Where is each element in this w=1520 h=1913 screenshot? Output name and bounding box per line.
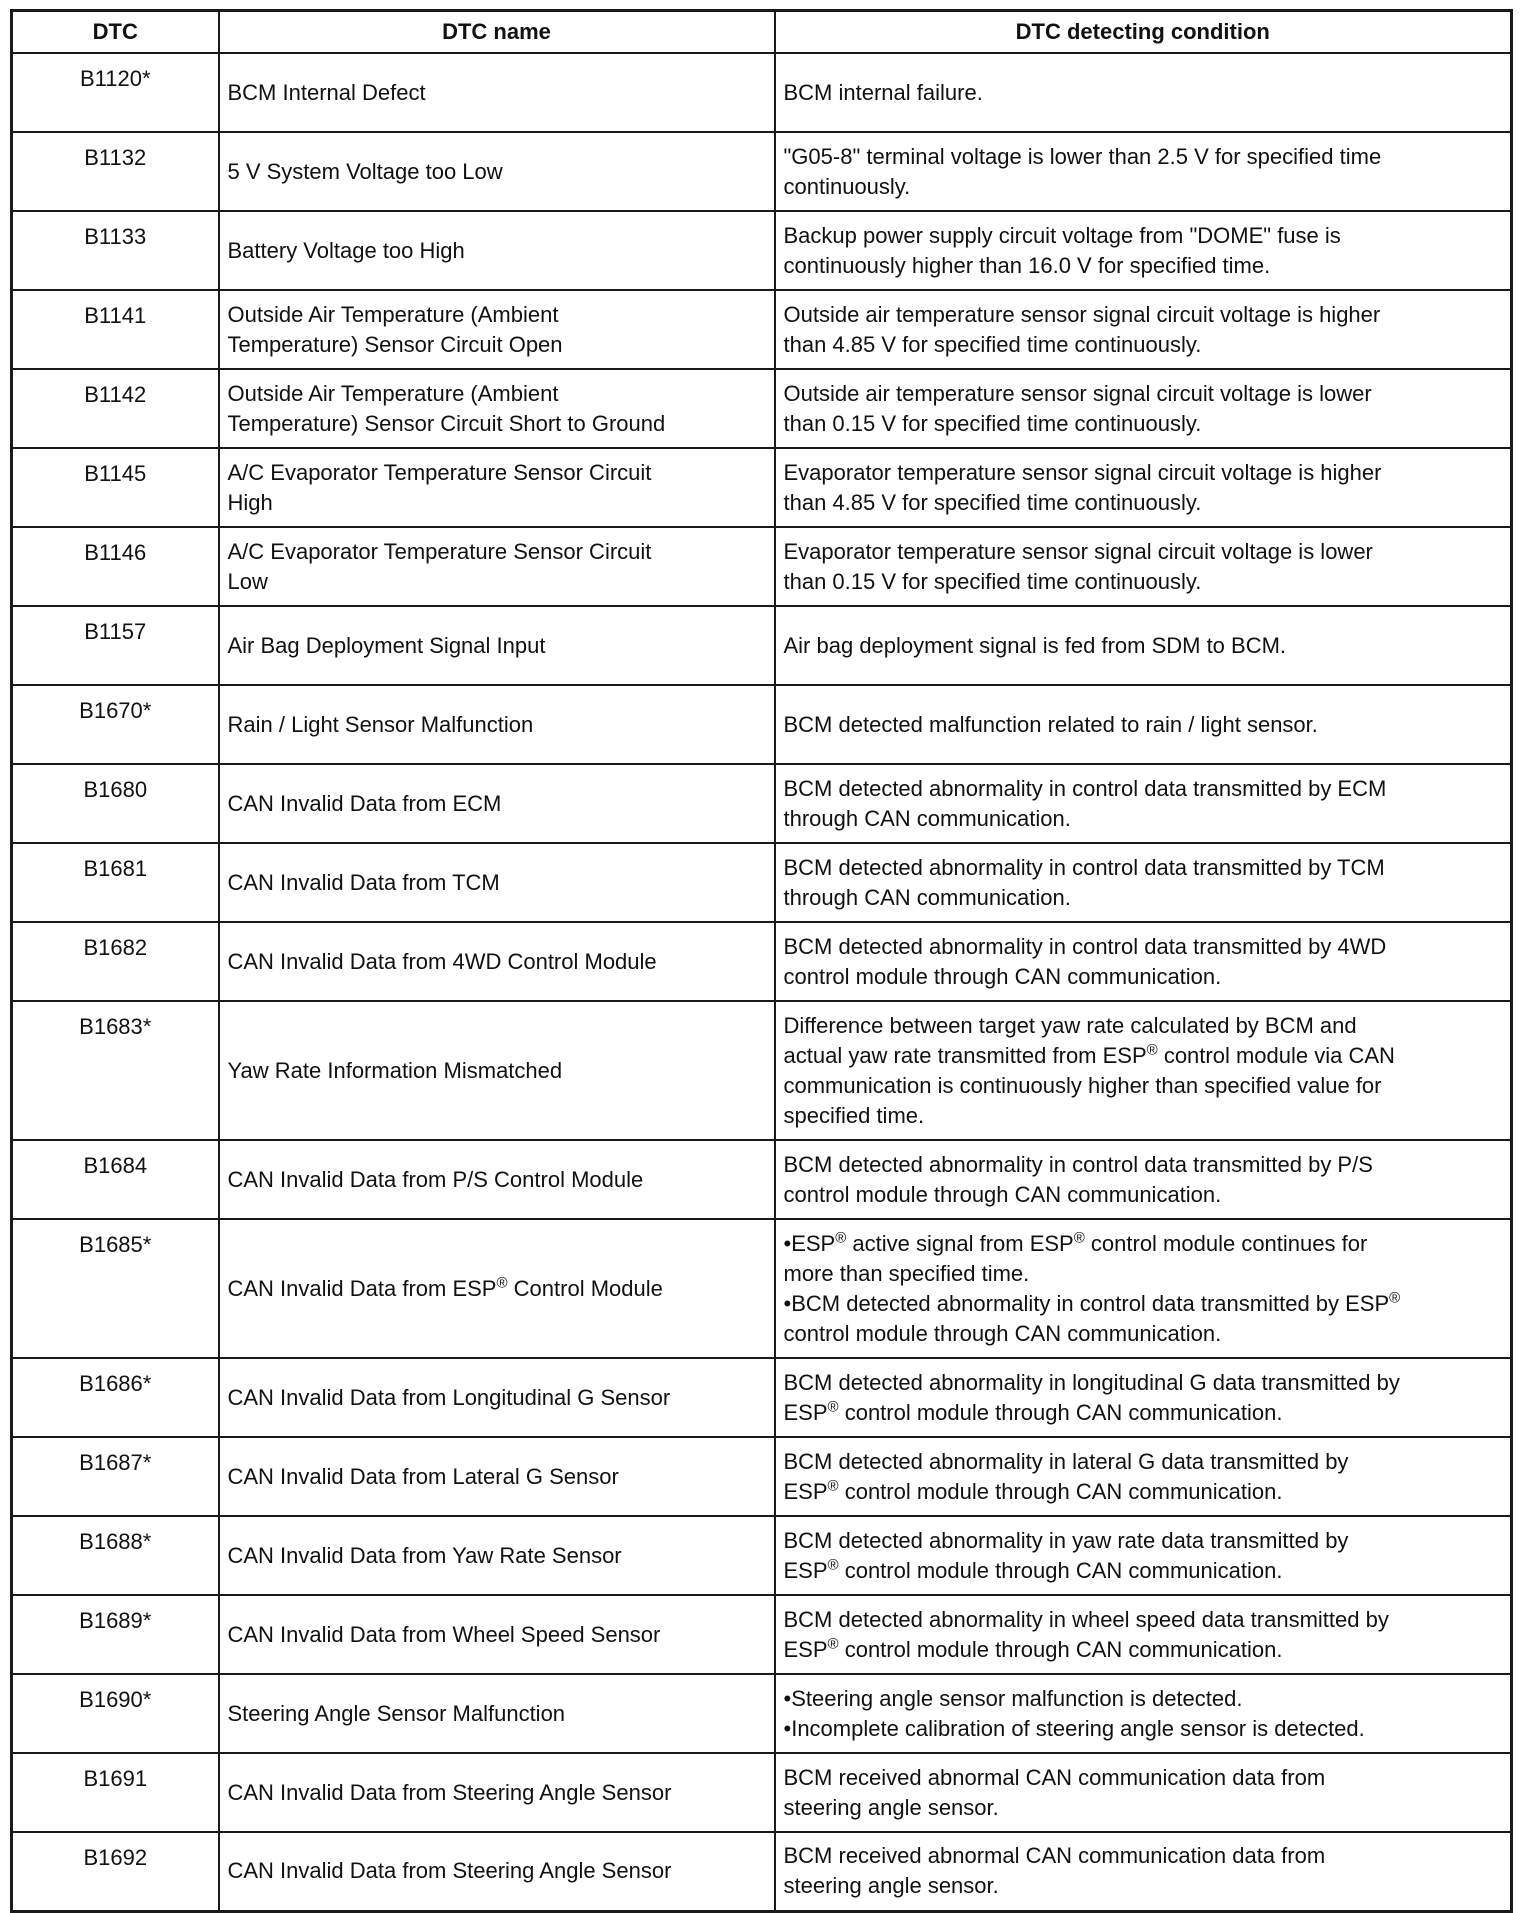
condition-line: continuously higher than 16.0 V for specified time. [783,252,1271,278]
condition-line: actual yaw rate transmitted from ESP® control module via CAN [783,1041,1395,1068]
condition-line: than 0.15 V for specified time continuously. [783,568,1202,594]
condition-line: BCM detected abnormality in control data transmitted by 4WD [783,933,1387,959]
dtc-name [219,448,775,527]
table-row [12,53,1512,132]
dtc-name [219,1358,775,1437]
dtc-detecting-condition [775,1140,1512,1219]
dtc-detecting-condition [775,132,1512,211]
dtc-name [219,685,775,764]
condition-line: through CAN communication. [783,884,1071,910]
dtc-name [219,606,775,685]
dtc-detecting-condition [775,1219,1512,1358]
dtc-code: B1682 [12,922,219,1001]
dtc-detecting-condition [775,448,1512,527]
dtc-name-line: Yaw Rate Information Mismatched [227,1057,563,1083]
condition-line: BCM detected abnormality in control data transmitted by P/S [783,1151,1373,1177]
dtc-detecting-condition [775,764,1512,843]
condition-line: than 4.85 V for specified time continuously. [783,331,1202,357]
dtc-code: B1692 [12,1832,219,1911]
condition-line: steering angle sensor. [783,1794,999,1820]
condition-line: control module through CAN communication. [783,1181,1222,1207]
dtc-code: B1142 [12,369,219,448]
condition-line: BCM internal failure. [783,79,983,105]
dtc-name-line: A/C Evaporator Temperature Sensor Circuit [227,538,652,564]
dtc-name-line: CAN Invalid Data from Yaw Rate Sensor [227,1542,622,1568]
condition-line: Backup power supply circuit voltage from "DOME" fuse is [783,222,1341,248]
dtc-detecting-condition [775,1753,1512,1832]
table-row [12,764,1512,843]
condition-line: through CAN communication. [783,805,1071,831]
table-row [12,843,1512,922]
table-row [12,922,1512,1001]
condition-line: BCM detected abnormality in control data transmitted by ECM [783,775,1387,801]
dtc-name-line: CAN Invalid Data from ECM [227,790,502,816]
dtc-name-line: BCM Internal Defect [227,79,426,105]
dtc-code: B1683* [12,1001,219,1140]
dtc-code: B1120* [12,53,219,132]
table-row [12,1832,1512,1911]
dtc-name-line: CAN Invalid Data from Wheel Speed Sensor [227,1621,661,1647]
dtc-code: B1680 [12,764,219,843]
dtc-name [219,211,775,290]
dtc-name-line: CAN Invalid Data from Steering Angle Sensor [227,1858,672,1884]
condition-line: ESP® control module through CAN communication. [783,1635,1283,1662]
condition-line: Difference between target yaw rate calculated by BCM and [783,1012,1357,1038]
header-dtc-name: DTC name [219,11,775,54]
condition-line: ESP® control module through CAN communication. [783,1556,1283,1583]
table-row [12,290,1512,369]
dtc-name-line: Rain / Light Sensor Malfunction [227,711,534,737]
dtc-name [219,1219,775,1358]
condition-line: BCM received abnormal CAN communication data from [783,1764,1326,1790]
dtc-name [219,1516,775,1595]
dtc-detecting-condition [775,290,1512,369]
dtc-code: B1670* [12,685,219,764]
header-dtc: DTC [12,11,219,54]
condition-line: Evaporator temperature sensor signal circuit voltage is higher [783,459,1382,485]
dtc-code: B1690* [12,1674,219,1753]
table-row [12,1516,1512,1595]
dtc-detecting-condition [775,1516,1512,1595]
dtc-code: B1686* [12,1358,219,1437]
dtc-detecting-condition [775,843,1512,922]
table-row [12,1140,1512,1219]
dtc-name-line: Steering Angle Sensor Malfunction [227,1700,566,1726]
condition-line: Air bag deployment signal is fed from SDM to BCM. [783,632,1287,658]
dtc-table [10,9,1513,1913]
dtc-code: B1684 [12,1140,219,1219]
dtc-name-line: CAN Invalid Data from Steering Angle Sensor [227,1779,672,1805]
dtc-table-body [12,53,1512,1911]
dtc-detecting-condition [775,1001,1512,1140]
table-row [12,448,1512,527]
dtc-detecting-condition [775,1437,1512,1516]
condition-line: control module through CAN communication. [783,1320,1222,1346]
table-row [12,1595,1512,1674]
dtc-name [219,1674,775,1753]
dtc-detecting-condition [775,1358,1512,1437]
dtc-name-line: CAN Invalid Data from 4WD Control Module [227,948,657,974]
dtc-detecting-condition [775,922,1512,1001]
condition-line: ESP® control module through CAN communication. [783,1477,1283,1504]
dtc-name-line: Low [227,568,268,594]
dtc-code: B1146 [12,527,219,606]
dtc-name-line: CAN Invalid Data from P/S Control Module [227,1166,644,1192]
dtc-name [219,290,775,369]
dtc-code: B1691 [12,1753,219,1832]
dtc-name-line: Outside Air Temperature (Ambient [227,380,559,406]
condition-line: BCM detected abnormality in control data transmitted by TCM [783,854,1385,880]
condition-line: •BCM detected abnormality in control data transmitted by ESP® [783,1289,1401,1316]
dtc-code: B1157 [12,606,219,685]
dtc-name [219,53,775,132]
condition-line: Outside air temperature sensor signal circuit voltage is higher [783,301,1381,327]
dtc-detecting-condition [775,53,1512,132]
table-row [12,132,1512,211]
table-row [12,1358,1512,1437]
table-row [12,685,1512,764]
condition-line: BCM detected abnormality in longitudinal G data transmitted by [783,1369,1400,1395]
table-row [12,1001,1512,1140]
table-row [12,606,1512,685]
dtc-name [219,1140,775,1219]
dtc-table-sheet [10,9,1510,1913]
condition-line: specified time. [783,1102,925,1128]
table-row [12,1437,1512,1516]
table-row [12,1219,1512,1358]
condition-line: •Incomplete calibration of steering angle sensor is detected. [783,1715,1365,1741]
dtc-code: B1687* [12,1437,219,1516]
dtc-code: B1141 [12,290,219,369]
dtc-name [219,1595,775,1674]
condition-line: BCM detected abnormality in wheel speed data transmitted by [783,1606,1389,1632]
condition-line: than 0.15 V for specified time continuously. [783,410,1202,436]
dtc-name-line: High [227,489,273,515]
dtc-code: B1688* [12,1516,219,1595]
header-row [12,11,1512,54]
dtc-code: B1132 [12,132,219,211]
condition-line: Evaporator temperature sensor signal circuit voltage is lower [783,538,1373,564]
condition-line: communication is continuously higher than specified value for [783,1072,1382,1098]
dtc-name-line: Outside Air Temperature (Ambient [227,301,559,327]
table-row [12,527,1512,606]
condition-line: steering angle sensor. [783,1873,999,1899]
dtc-name-line: CAN Invalid Data from Longitudinal G Sensor [227,1384,671,1410]
dtc-name [219,764,775,843]
dtc-name [219,369,775,448]
header-detecting-condition: DTC detecting condition [775,11,1512,54]
dtc-code: B1681 [12,843,219,922]
dtc-detecting-condition [775,1595,1512,1674]
dtc-detecting-condition [775,369,1512,448]
condition-line: Outside air temperature sensor signal circuit voltage is lower [783,380,1372,406]
condition-line: more than specified time. [783,1260,1030,1286]
dtc-detecting-condition [775,1674,1512,1753]
dtc-code: B1685* [12,1219,219,1358]
dtc-name-line: Battery Voltage too High [227,237,465,263]
dtc-detecting-condition [775,211,1512,290]
dtc-name-line: Temperature) Sensor Circuit Short to Ground [227,410,666,436]
dtc-detecting-condition [775,527,1512,606]
dtc-name [219,1437,775,1516]
condition-line: BCM received abnormal CAN communication data from [783,1843,1326,1869]
dtc-detecting-condition [775,606,1512,685]
table-row [12,1674,1512,1753]
dtc-name [219,922,775,1001]
dtc-name-line: Temperature) Sensor Circuit Open [227,331,563,357]
condition-line: BCM detected malfunction related to rain / light sensor. [783,711,1318,737]
dtc-name-line: CAN Invalid Data from ESP® Control Module [227,1274,663,1301]
condition-line: than 4.85 V for specified time continuously. [783,489,1202,515]
dtc-name [219,132,775,211]
dtc-name-line: 5 V System Voltage too Low [227,158,503,184]
dtc-name [219,1832,775,1911]
condition-line: control module through CAN communication. [783,963,1222,989]
condition-line: "G05-8" terminal voltage is lower than 2.5 V for specified time [783,143,1382,169]
condition-line: BCM detected abnormality in yaw rate data transmitted by [783,1527,1349,1553]
dtc-name [219,843,775,922]
dtc-name [219,1001,775,1140]
dtc-name-line: Air Bag Deployment Signal Input [227,632,546,658]
condition-line: continuously. [783,173,911,199]
dtc-detecting-condition [775,1832,1512,1911]
condition-line: •Steering angle sensor malfunction is detected. [783,1685,1243,1711]
condition-line: •ESP® active signal from ESP® control module continues for [783,1229,1368,1256]
table-row [12,211,1512,290]
condition-line: ESP® control module through CAN communication. [783,1398,1283,1425]
dtc-code: B1145 [12,448,219,527]
dtc-name [219,1753,775,1832]
dtc-name-line: CAN Invalid Data from Lateral G Sensor [227,1463,619,1489]
table-row [12,369,1512,448]
table-row [12,1753,1512,1832]
dtc-code: B1689* [12,1595,219,1674]
dtc-name-line: CAN Invalid Data from TCM [227,869,500,895]
dtc-name-line: A/C Evaporator Temperature Sensor Circuit [227,459,652,485]
dtc-name [219,527,775,606]
condition-line: BCM detected abnormality in lateral G data transmitted by [783,1448,1349,1474]
dtc-detecting-condition [775,685,1512,764]
dtc-code: B1133 [12,211,219,290]
